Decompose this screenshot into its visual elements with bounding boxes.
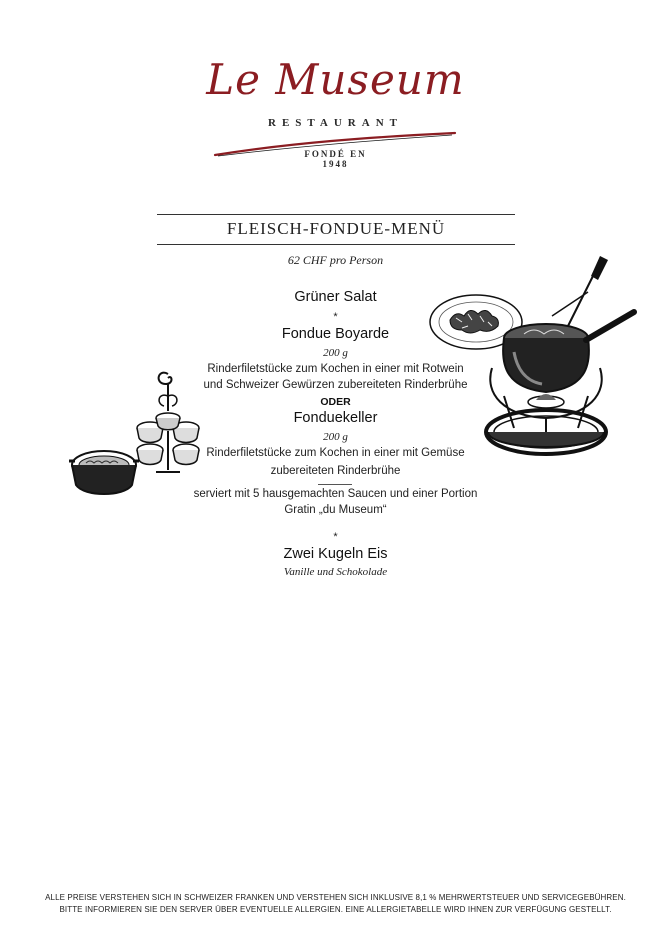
option2-weight: 200 g [323,431,348,443]
or-label: ODER [320,396,351,408]
menu-price: 62 CHF pro Person [287,253,384,267]
option1-name: Fondue Boyarde [281,326,390,342]
gratin-dish-illustration-icon [66,443,142,501]
footer-line1: ALLE PREISE VERSTEHEN SICH IN SCHWEIZER FRANKEN UND VERSTEHEN SICH INKLUSIVE 8,1 % MEHRWERTSTEUER UND SERVICEGEBÜHREN. [45,893,626,902]
separator-star: * [333,311,338,323]
dessert-desc: Vanille und Schokolade [283,566,388,578]
logo-founded-year: 1948 [322,159,349,169]
separator-star-2: * [333,531,338,543]
starter-name: Grüner Salat [294,289,377,305]
title-rule-top [157,214,515,215]
option1-desc-line2: und Schweizer Gewürzen zubereiteten Rinderbrühe [203,379,468,391]
logo-founded [0,149,671,169]
logo-name: Le Museum [206,55,465,104]
option2-desc-line2: zubereiteten Rinderbrühe [270,465,401,477]
footer-line2: BITTE INFORMIEREN SIE DEN SERVER ÜBER EVENTUELLE ALLERGIEN. EINE ALLERGIETABELLE WIRD IHNEN ZUR VERFÜGUNG GESTELLT. [59,905,612,914]
section-divider [318,484,352,485]
restaurant-logo [0,55,671,175]
footer-notice [0,892,671,916]
served-line1: serviert mit 5 hausgemachten Saucen und einer Portion [193,488,478,500]
option2-desc-line1: Rinderfiletstücke zum Kochen in einer mit Gemüse [206,447,465,459]
option1-desc-line1: Rinderfiletstücke zum Kochen in einer mit Rotwein [207,363,464,375]
logo-subtitle: RESTAURANT [268,117,403,129]
fondue-pot-illustration-icon [484,256,644,461]
logo-founded-label: FONDÉ EN [304,149,367,159]
title-rule-bottom [157,244,515,245]
option1-weight: 200 g [323,347,348,359]
menu-title: FLEISCH-FONDUE-MENÜ [226,219,446,238]
option2-name: Fonduekeller [293,410,378,426]
dessert-name: Zwei Kugeln Eis [283,546,388,562]
served-line2: Gratin „du Museum“ [284,504,387,516]
